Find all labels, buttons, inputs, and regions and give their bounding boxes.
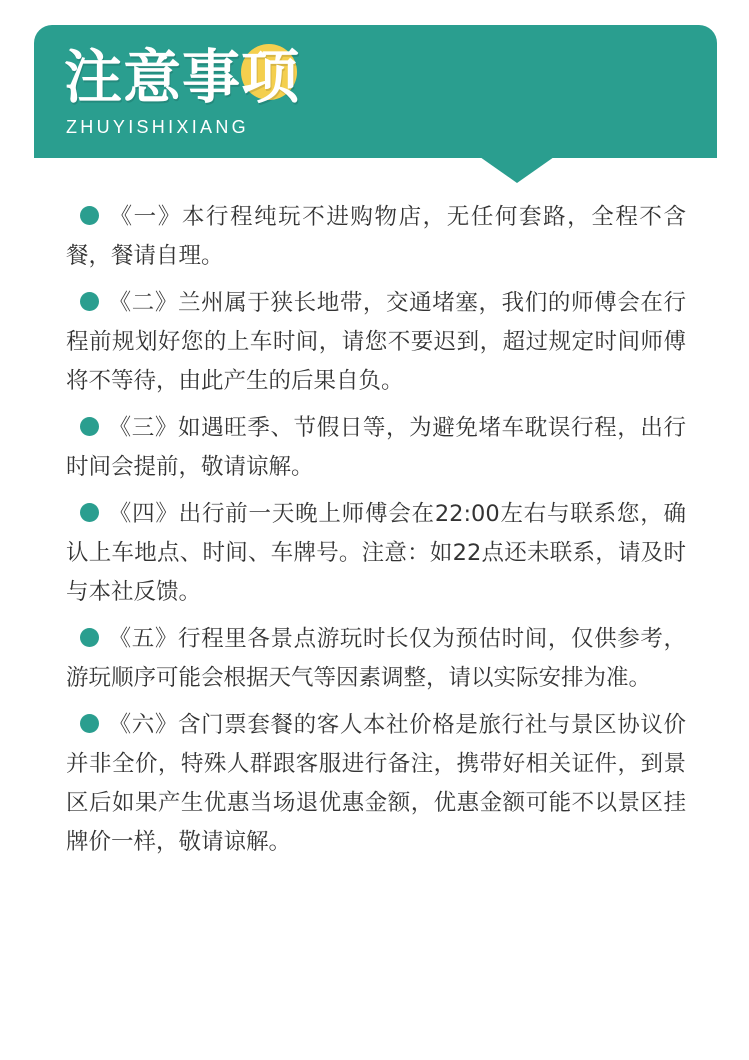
page-subtitle: ZHUYISHIXIANG bbox=[66, 117, 249, 137]
note-item-6 bbox=[66, 706, 686, 862]
page-title: 注意事项 bbox=[64, 43, 301, 111]
note-item-4 bbox=[66, 495, 686, 612]
bullet-icon bbox=[80, 503, 99, 522]
header-notch bbox=[480, 157, 554, 183]
note-item-1 bbox=[66, 198, 686, 276]
bullet-icon bbox=[80, 292, 99, 311]
note-item-3 bbox=[66, 409, 686, 487]
note-text: 《四》出行前一天晚上师傅会在22:00左右与联系您，确认上车地点、时间、车牌号。注意：如22点还未联系，请及时与本社反馈。 bbox=[66, 501, 686, 605]
note-text: 《三》如遇旺季、节假日等，为避免堵车耽误行程，出行时间会提前，敬请谅解。 bbox=[66, 415, 686, 480]
notes-list bbox=[66, 198, 686, 870]
note-text: 《五》行程里各景点游玩时长仅为预估时间，仅供参考，游玩顺序可能会根据天气等因素调整，请以实际安排为准。 bbox=[66, 626, 686, 691]
note-text: 《六》含门票套餐的客人本社价格是旅行社与景区协议价并非全价，特殊人群跟客服进行备注，携带好相关证件，到景区后如果产生优惠当场退优惠金额，优惠金额可能不以景区挂牌价一样，敬请谅解。 bbox=[66, 712, 686, 855]
bullet-icon bbox=[80, 417, 99, 436]
bullet-icon bbox=[80, 628, 99, 647]
bullet-icon bbox=[80, 714, 99, 733]
note-item-5 bbox=[66, 620, 686, 698]
note-item-2 bbox=[66, 284, 686, 401]
bullet-icon bbox=[80, 206, 99, 225]
note-text: 《二》兰州属于狭长地带，交通堵塞，我们的师傅会在行程前规划好您的上车时间，请您不要迟到，超过规定时间师傅将不等待，由此产生的后果自负。 bbox=[66, 290, 686, 394]
note-text: 《一》本行程纯玩不进购物店，无任何套路，全程不含餐，餐请自理。 bbox=[66, 204, 686, 269]
